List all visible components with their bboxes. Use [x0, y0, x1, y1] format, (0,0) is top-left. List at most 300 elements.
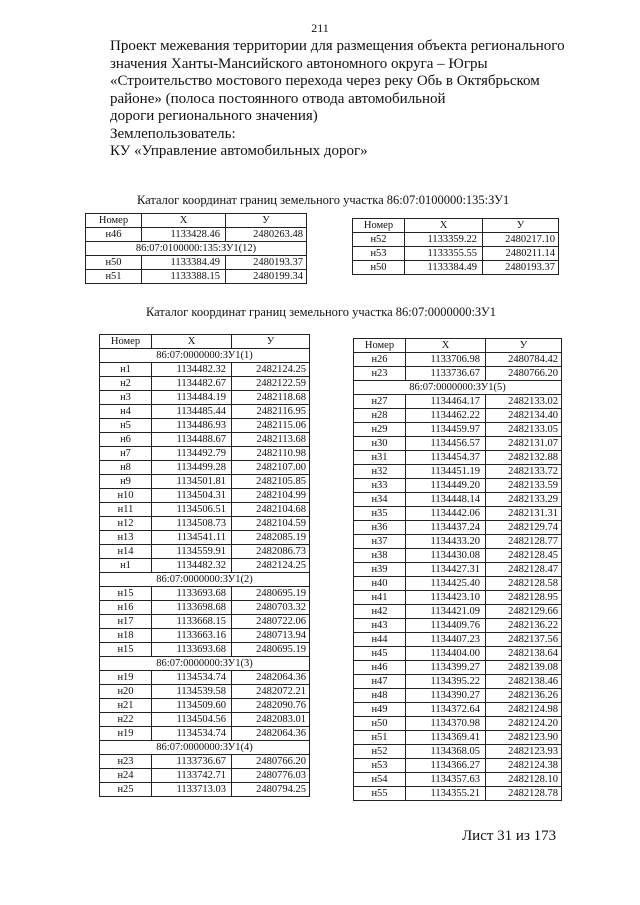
point-number: н45: [354, 647, 406, 661]
point-number: н22: [100, 713, 152, 727]
coordinate-x: 1133698.68: [152, 601, 232, 615]
coordinate-x: 1134421.09: [406, 605, 486, 619]
coordinate-x: 1134456.57: [406, 437, 486, 451]
point-number: н47: [354, 675, 406, 689]
point-number: н36: [354, 521, 406, 535]
table-row: [354, 395, 562, 409]
table-row: [100, 629, 310, 643]
table-row: [354, 451, 562, 465]
coordinate-y: 2482104.99: [232, 489, 310, 503]
coordinate-x: 1134454.37: [406, 451, 486, 465]
table-row: [354, 619, 562, 633]
coordinate-x: 1134399.27: [406, 661, 486, 675]
coordinate-x: 1134482.67: [152, 377, 232, 391]
point-number: н37: [354, 535, 406, 549]
parcel-part-label: 86:07:0100000:135:ЗУ1(12): [86, 242, 307, 256]
coordinate-y: 2482133.59: [486, 479, 562, 493]
point-number: н40: [354, 577, 406, 591]
coordinate-y: 2482122.59: [232, 377, 310, 391]
coordinate-y: 2480766.20: [486, 367, 562, 381]
coordinate-x: 1133388.15: [142, 270, 226, 284]
point-number: н52: [353, 233, 405, 247]
point-number: н18: [100, 629, 152, 643]
coordinate-y: 2482128.58: [486, 577, 562, 591]
coordinate-x: 1134409.76: [406, 619, 486, 633]
table-row: [354, 787, 562, 801]
coordinate-y: 2482124.25: [232, 559, 310, 573]
coordinate-x: 1134492.79: [152, 447, 232, 461]
table-row: [100, 517, 310, 531]
table-row: [100, 559, 310, 573]
point-number: н2: [100, 377, 152, 391]
sheet-number: Лист 31 из 173: [462, 828, 557, 844]
page-number: 211: [311, 21, 329, 35]
coordinate-x: 1134499.28: [152, 461, 232, 475]
document-header: [110, 38, 580, 161]
table-row: [354, 507, 562, 521]
parcel-part-label: 86:07:0000000:ЗУ1(3): [100, 657, 310, 671]
table-group-row: [354, 381, 562, 395]
coordinate-y: 2480217.10: [483, 233, 559, 247]
coordinate-x: 1134541.11: [152, 531, 232, 545]
coordinate-y: 2482085.19: [232, 531, 310, 545]
point-number: н16: [100, 601, 152, 615]
coordinate-x: 1133428.46: [142, 228, 226, 242]
coordinates-table: [352, 218, 559, 275]
point-number: н46: [354, 661, 406, 675]
point-number: н19: [100, 671, 152, 685]
table-row: [354, 745, 562, 759]
coordinate-y: 2482118.68: [232, 391, 310, 405]
point-number: н23: [354, 367, 406, 381]
table-row: [100, 433, 310, 447]
table-row: [100, 405, 310, 419]
column-header-y: У: [486, 339, 562, 353]
coordinate-x: 1134462.22: [406, 409, 486, 423]
coordinate-x: 1134559.91: [152, 545, 232, 559]
table-group-row: [100, 657, 310, 671]
table-group-row: [86, 242, 307, 256]
coordinate-y: 2482128.77: [486, 535, 562, 549]
table-row: [354, 605, 562, 619]
point-number: н25: [100, 783, 152, 797]
coordinate-y: 2482129.74: [486, 521, 562, 535]
column-header-y: У: [232, 335, 310, 349]
coordinate-y: 2480695.19: [232, 587, 310, 601]
point-number: н1: [100, 559, 152, 573]
table-row: [354, 591, 562, 605]
point-number: н6: [100, 433, 152, 447]
point-number: н33: [354, 479, 406, 493]
table-row: [354, 717, 562, 731]
coordinate-x: 1134509.60: [152, 699, 232, 713]
table-row: [354, 409, 562, 423]
point-number: н1: [100, 363, 152, 377]
point-number: н5: [100, 419, 152, 433]
table-row: [86, 256, 307, 270]
table-row: [354, 703, 562, 717]
table-row: [100, 769, 310, 783]
table-row: [354, 479, 562, 493]
table-row: [354, 465, 562, 479]
coordinate-y: 2482124.38: [486, 759, 562, 773]
header-line: Проект межевания территории для размещения объекта регионального: [110, 38, 565, 54]
coordinate-x: 1134372.64: [406, 703, 486, 717]
coordinate-y: 2482139.08: [486, 661, 562, 675]
table-row: [354, 549, 562, 563]
point-number: н15: [100, 587, 152, 601]
coordinate-x: 1134508.73: [152, 517, 232, 531]
coordinate-x: 1134442.06: [406, 507, 486, 521]
column-header-number: Номер: [86, 214, 142, 228]
coordinate-x: 1134486.93: [152, 419, 232, 433]
header-line: дороги регионального значения): [110, 108, 318, 124]
coordinate-x: 1134506.51: [152, 503, 232, 517]
column-header-x: X: [152, 335, 232, 349]
coordinate-y: 2482115.06: [232, 419, 310, 433]
header-line: «Строительство мостового перехода через реку Обь в Октябрьском: [110, 73, 540, 89]
coordinate-x: 1134534.74: [152, 671, 232, 685]
point-number: н14: [100, 545, 152, 559]
coordinate-y: 2482116.95: [232, 405, 310, 419]
point-number: н19: [100, 727, 152, 741]
point-number: н20: [100, 685, 152, 699]
column-header-x: X: [405, 219, 483, 233]
coordinate-y: 2480794.25: [232, 783, 310, 797]
coordinate-y: 2482124.20: [486, 717, 562, 731]
coordinate-y: 2482128.10: [486, 773, 562, 787]
coordinate-x: 1134390.27: [406, 689, 486, 703]
parcel-part-label: 86:07:0000000:ЗУ1(5): [354, 381, 562, 395]
coordinate-x: 1134449.20: [406, 479, 486, 493]
table-row: [100, 615, 310, 629]
coordinate-y: 2480776.03: [232, 769, 310, 783]
table-row: [100, 391, 310, 405]
point-number: н30: [354, 437, 406, 451]
parcel-part-label: 86:07:0000000:ЗУ1(1): [100, 349, 310, 363]
point-number: н32: [354, 465, 406, 479]
coordinate-y: 2482124.98: [486, 703, 562, 717]
catalog-caption: Каталог координат границ земельного участка 86:07:0100000:135:ЗУ1: [137, 193, 510, 207]
coordinate-y: 2482136.22: [486, 619, 562, 633]
point-number: н48: [354, 689, 406, 703]
coordinate-x: 1133384.49: [405, 261, 483, 275]
point-number: н55: [354, 787, 406, 801]
coordinate-x: 1133359.22: [405, 233, 483, 247]
coordinate-x: 1133663.16: [152, 629, 232, 643]
coordinate-y: 2482137.56: [486, 633, 562, 647]
point-number: н29: [354, 423, 406, 437]
column-header-x: X: [406, 339, 486, 353]
table-row: [354, 521, 562, 535]
point-number: н12: [100, 517, 152, 531]
point-number: н50: [354, 717, 406, 731]
coordinate-y: 2482132.88: [486, 451, 562, 465]
coordinate-x: 1133668.15: [152, 615, 232, 629]
point-number: н50: [353, 261, 405, 275]
table-row: [354, 661, 562, 675]
header-line: Землепользователь:: [110, 125, 236, 142]
table-row: [86, 270, 307, 284]
point-number: н23: [100, 755, 152, 769]
table-row: [354, 773, 562, 787]
coordinate-x: 1134484.19: [152, 391, 232, 405]
column-header-number: Номер: [354, 339, 406, 353]
coordinate-y: 2480695.19: [232, 643, 310, 657]
table-row: [353, 247, 559, 261]
coordinate-y: 2482072.21: [232, 685, 310, 699]
coordinate-y: 2482083.01: [232, 713, 310, 727]
coordinate-x: 1134482.32: [152, 363, 232, 377]
table-row: [100, 545, 310, 559]
coordinate-x: 1134448.14: [406, 493, 486, 507]
table-row: [100, 587, 310, 601]
coordinate-x: 1133384.49: [142, 256, 226, 270]
coordinate-y: 2482134.40: [486, 409, 562, 423]
point-number: н17: [100, 615, 152, 629]
column-header-x: X: [142, 214, 226, 228]
point-number: н52: [354, 745, 406, 759]
table-row: [354, 563, 562, 577]
coordinate-y: 2480713.94: [232, 629, 310, 643]
point-number: н50: [86, 256, 142, 270]
coordinate-y: 2482113.68: [232, 433, 310, 447]
table-row: [100, 475, 310, 489]
coordinate-y: 2482107.00: [232, 461, 310, 475]
table-row: [100, 755, 310, 769]
coordinate-y: 2482086.73: [232, 545, 310, 559]
point-number: н46: [86, 228, 142, 242]
coordinate-x: 1134355.21: [406, 787, 486, 801]
parcel-part-label: 86:07:0000000:ЗУ1(4): [100, 741, 310, 755]
table-row: [100, 531, 310, 545]
table-row: [100, 727, 310, 741]
coordinate-x: 1133713.03: [152, 783, 232, 797]
coordinate-x: 1134369.41: [406, 731, 486, 745]
coordinate-y: 2482064.36: [232, 671, 310, 685]
table-row: [353, 261, 559, 275]
point-number: н39: [354, 563, 406, 577]
coordinate-x: 1134464.17: [406, 395, 486, 409]
coordinate-x: 1134368.05: [406, 745, 486, 759]
table-row: [100, 783, 310, 797]
coordinate-y: 2482128.47: [486, 563, 562, 577]
table-row: [354, 367, 562, 381]
point-number: н10: [100, 489, 152, 503]
coordinate-x: 1134430.08: [406, 549, 486, 563]
point-number: н28: [354, 409, 406, 423]
point-number: н51: [86, 270, 142, 284]
point-number: н53: [353, 247, 405, 261]
coordinate-x: 1134407.23: [406, 633, 486, 647]
column-header-y: У: [483, 219, 559, 233]
point-number: н8: [100, 461, 152, 475]
table-row: [354, 577, 562, 591]
point-number: н34: [354, 493, 406, 507]
coordinate-x: 1133355.55: [405, 247, 483, 261]
coordinate-x: 1134482.32: [152, 559, 232, 573]
point-number: н31: [354, 451, 406, 465]
coordinate-x: 1133693.68: [152, 643, 232, 657]
coordinate-x: 1133706.98: [406, 353, 486, 367]
coordinate-y: 2480722.06: [232, 615, 310, 629]
coordinate-y: 2482131.07: [486, 437, 562, 451]
coordinate-x: 1134423.10: [406, 591, 486, 605]
coordinate-x: 1134437.24: [406, 521, 486, 535]
coordinate-y: 2480211.14: [483, 247, 559, 261]
table-group-row: [100, 349, 310, 363]
point-number: н13: [100, 531, 152, 545]
coordinate-x: 1134504.31: [152, 489, 232, 503]
coordinate-x: 1134370.98: [406, 717, 486, 731]
table-row: [100, 699, 310, 713]
table-row: [354, 675, 562, 689]
column-header-number: Номер: [353, 219, 405, 233]
coordinate-y: 2482124.25: [232, 363, 310, 377]
coordinate-y: 2482128.45: [486, 549, 562, 563]
table-row: [353, 233, 559, 247]
coordinate-y: 2480193.37: [483, 261, 559, 275]
point-number: н53: [354, 759, 406, 773]
coordinate-x: 1134451.19: [406, 465, 486, 479]
coordinate-x: 1134501.81: [152, 475, 232, 489]
point-number: н15: [100, 643, 152, 657]
coordinate-x: 1134395.22: [406, 675, 486, 689]
point-number: н24: [100, 769, 152, 783]
coordinate-x: 1134427.31: [406, 563, 486, 577]
coordinate-y: 2482138.46: [486, 675, 562, 689]
table-group-row: [100, 741, 310, 755]
table-row: [100, 461, 310, 475]
point-number: н43: [354, 619, 406, 633]
table-row: [354, 731, 562, 745]
table-row: [100, 671, 310, 685]
point-number: н3: [100, 391, 152, 405]
coordinate-y: 2482123.93: [486, 745, 562, 759]
point-number: н38: [354, 549, 406, 563]
table-row: [100, 685, 310, 699]
coordinate-y: 2482090.76: [232, 699, 310, 713]
point-number: н11: [100, 503, 152, 517]
table-row: [354, 647, 562, 661]
table-row: [100, 713, 310, 727]
table-row: [354, 423, 562, 437]
point-number: н26: [354, 353, 406, 367]
coordinate-y: 2482123.90: [486, 731, 562, 745]
coordinate-y: 2482131.31: [486, 507, 562, 521]
coordinate-x: 1133736.67: [406, 367, 486, 381]
point-number: н7: [100, 447, 152, 461]
coordinate-y: 2480193.37: [226, 256, 307, 270]
coordinates-table: [353, 338, 562, 801]
coordinate-x: 1134488.67: [152, 433, 232, 447]
coordinate-y: 2480766.20: [232, 755, 310, 769]
point-number: н27: [354, 395, 406, 409]
coordinate-y: 2482128.95: [486, 591, 562, 605]
table-row: [354, 353, 562, 367]
coordinate-y: 2480199.34: [226, 270, 307, 284]
coordinate-y: 2482104.68: [232, 503, 310, 517]
table-row: [100, 363, 310, 377]
table-row: [100, 377, 310, 391]
point-number: н42: [354, 605, 406, 619]
point-number: н41: [354, 591, 406, 605]
coordinate-x: 1133693.68: [152, 587, 232, 601]
coordinates-table: [99, 334, 310, 797]
point-number: н44: [354, 633, 406, 647]
point-number: н49: [354, 703, 406, 717]
table-row: [100, 489, 310, 503]
header-line: КУ «Управление автомобильных дорог»: [110, 143, 368, 159]
coordinate-y: 2480703.32: [232, 601, 310, 615]
point-number: н54: [354, 773, 406, 787]
table-row: [100, 643, 310, 657]
table-row: [100, 419, 310, 433]
coordinate-y: 2482133.29: [486, 493, 562, 507]
coordinate-y: 2482138.64: [486, 647, 562, 661]
header-line: районе» (полоса постоянного отвода автомобильной: [110, 90, 446, 107]
coordinate-x: 1134404.00: [406, 647, 486, 661]
coordinate-x: 1133736.67: [152, 755, 232, 769]
table-row: [354, 759, 562, 773]
coordinates-table: [85, 213, 307, 284]
coordinate-y: 2482110.98: [232, 447, 310, 461]
coordinate-x: 1134357.63: [406, 773, 486, 787]
coordinate-y: 2482104.59: [232, 517, 310, 531]
table-row: [100, 447, 310, 461]
header-line: значения Ханты-Мансийского автономного округа – Югры: [110, 55, 488, 72]
coordinate-x: 1133742.71: [152, 769, 232, 783]
table-group-row: [100, 573, 310, 587]
coordinate-x: 1134534.74: [152, 727, 232, 741]
coordinate-x: 1134485.44: [152, 405, 232, 419]
catalog-caption: Каталог координат границ земельного участка 86:07:0000000:ЗУ1: [146, 305, 496, 319]
coordinate-y: 2482133.72: [486, 465, 562, 479]
coordinate-x: 1134433.20: [406, 535, 486, 549]
coordinate-x: 1134539.58: [152, 685, 232, 699]
column-header-number: Номер: [100, 335, 152, 349]
table-row: [86, 228, 307, 242]
table-row: [354, 689, 562, 703]
table-row: [354, 493, 562, 507]
coordinate-y: 2482128.78: [486, 787, 562, 801]
column-header-y: У: [226, 214, 307, 228]
coordinate-y: 2482136.26: [486, 689, 562, 703]
coordinate-x: 1134504.56: [152, 713, 232, 727]
coordinate-y: 2480784.42: [486, 353, 562, 367]
coordinate-y: 2480263.48: [226, 228, 307, 242]
coordinate-x: 1134425.40: [406, 577, 486, 591]
point-number: н9: [100, 475, 152, 489]
point-number: н21: [100, 699, 152, 713]
coordinate-y: 2482133.05: [486, 423, 562, 437]
point-number: н35: [354, 507, 406, 521]
parcel-part-label: 86:07:0000000:ЗУ1(2): [100, 573, 310, 587]
coordinate-x: 1134366.27: [406, 759, 486, 773]
coordinate-x: 1134459.97: [406, 423, 486, 437]
coordinate-y: 2482105.85: [232, 475, 310, 489]
coordinate-y: 2482129.66: [486, 605, 562, 619]
coordinate-y: 2482133.02: [486, 395, 562, 409]
table-row: [354, 535, 562, 549]
table-row: [354, 633, 562, 647]
point-number: н4: [100, 405, 152, 419]
table-row: [100, 503, 310, 517]
point-number: н51: [354, 731, 406, 745]
coordinate-y: 2482064.36: [232, 727, 310, 741]
table-row: [100, 601, 310, 615]
table-row: [354, 437, 562, 451]
